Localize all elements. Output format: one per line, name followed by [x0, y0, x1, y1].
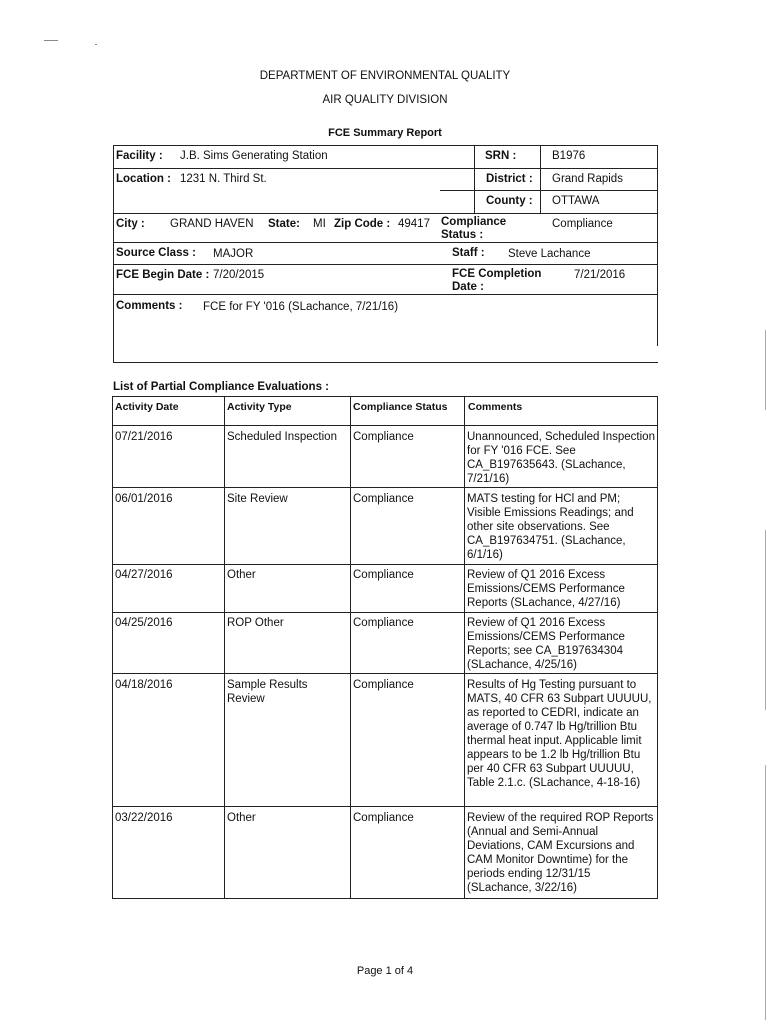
city-value: GRAND HAVEN [170, 218, 254, 230]
info-box-line [113, 242, 658, 243]
state-label: State: [268, 218, 300, 230]
info-box-line [440, 190, 658, 191]
row-comments: Review of Q1 2016 Excess Emissions/CEMS Performance Reports (SLachance, 4/27/16) [467, 569, 625, 609]
pce-table-row-divider [112, 564, 658, 565]
location-value: 1231 N. Third St. [180, 173, 267, 185]
pce-table-row-divider [112, 673, 658, 674]
pce-table-col-divider [224, 396, 225, 899]
pce-table-left [112, 396, 113, 899]
row-activity-type: Sample Results Review [227, 679, 308, 705]
zip-label: Zip Code : [334, 218, 391, 230]
source-class-label: Source Class : [116, 247, 196, 259]
zip-value: 49417 [398, 218, 430, 230]
row-comments: Review of the required ROP Reports (Annual and Semi-Annual Deviations, CAM Excursions and CAM Monitor Downtime) for the periods ending 12/31/15 (SLachance, 3/22/16) [467, 812, 654, 894]
row-compliance-status: Compliance [353, 812, 414, 824]
scan-speck [95, 44, 97, 45]
info-box-top [113, 145, 658, 146]
row-date: 04/18/2016 [115, 679, 173, 691]
compliance-status-value: Compliance [552, 218, 613, 230]
info-box-divider [540, 145, 541, 213]
city-label: City : [116, 218, 145, 230]
row-activity-type: Other [227, 812, 256, 824]
info-box-line [113, 168, 658, 169]
column-header-activity-date: Activity Date [115, 401, 179, 413]
row-date: 07/21/2016 [115, 431, 173, 443]
pce-table-header-bottom [112, 425, 658, 426]
scan-edge [765, 530, 766, 710]
row-compliance-status: Compliance [353, 431, 414, 443]
row-date: 03/22/2016 [115, 812, 173, 824]
page-number: Page 1 of 4 [356, 965, 414, 977]
srn-label: SRN : [485, 150, 517, 162]
info-box-line [113, 264, 658, 265]
row-activity-type: Scheduled Inspection [227, 431, 337, 443]
department-heading: DEPARTMENT OF ENVIRONMENTAL QUALITY [259, 70, 511, 82]
info-box-divider [474, 145, 475, 213]
district-value: Grand Rapids [552, 173, 623, 185]
pce-table-bottom [112, 898, 658, 899]
row-activity-type: Site Review [227, 493, 288, 505]
scan-edge [765, 765, 766, 1020]
row-compliance-status: Compliance [353, 617, 414, 629]
column-header-activity-type: Activity Type [227, 401, 292, 413]
row-compliance-status: Compliance [353, 679, 414, 691]
column-header-compliance-status: Compliance Status [353, 401, 448, 413]
source-class-value: MAJOR [213, 248, 254, 260]
info-box-right [657, 145, 658, 346]
location-label: Location : [116, 173, 171, 185]
pce-table-col-divider [350, 396, 351, 899]
facility-value: J.B. Sims Generating Station [180, 150, 328, 162]
row-comments: Unannounced, Scheduled Inspection for FY '016 FCE. See CA_B197635643. (SLachance, 7/21/16) [467, 431, 655, 485]
scan-edge [765, 330, 766, 410]
comments-label: Comments : [116, 300, 183, 312]
srn-value: B1976 [552, 150, 586, 162]
pce-table-row-divider [112, 806, 658, 807]
info-box-left [113, 145, 114, 363]
row-comments: MATS testing for HCl and PM; Visible Emissions Readings; and other site observations. See CA_B197634751. (SLachance, 6/1/16) [467, 493, 634, 561]
fce-completion-label: FCE Completion Date : [452, 268, 542, 293]
division-heading: AIR QUALITY DIVISION [322, 94, 448, 106]
facility-label: Facility : [116, 150, 163, 162]
fce-completion-value: 7/21/2016 [574, 269, 626, 281]
staff-label: Staff : [452, 247, 485, 259]
pce-table-row-divider [112, 487, 658, 488]
row-date: 06/01/2016 [115, 493, 173, 505]
row-compliance-status: Compliance [353, 569, 414, 581]
pce-table-right [657, 396, 658, 899]
county-label: County : [486, 195, 533, 207]
fce-begin-value: 7/20/2015 [213, 269, 265, 281]
row-compliance-status: Compliance [353, 493, 414, 505]
row-date: 04/25/2016 [115, 617, 173, 629]
compliance-status-label: Compliance Status : [441, 216, 507, 241]
pce-table-col-divider [464, 396, 465, 899]
report-title: FCE Summary Report [328, 127, 442, 139]
pce-table-row-divider [112, 612, 658, 613]
info-box-line [113, 294, 658, 295]
pce-section-title: List of Partial Compliance Evaluations : [113, 381, 329, 393]
staff-value: Steve Lachance [508, 248, 591, 260]
pce-table-top [112, 396, 658, 397]
district-label: District : [486, 173, 533, 185]
info-box-line [113, 213, 658, 214]
row-date: 04/27/2016 [115, 569, 173, 581]
comments-value: FCE for FY '016 (SLachance, 7/21/16) [203, 301, 399, 313]
row-comments: Review of Q1 2016 Excess Emissions/CEMS Performance Reports; see CA_B197634304 (SLachance, 4/25/16) [467, 617, 625, 671]
row-activity-type: Other [227, 569, 256, 581]
scan-speck [44, 40, 58, 41]
row-comments: Results of Hg Testing pursuant to MATS, 40 CFR 63 Subpart UUUUU, as reported to CEDRI, indicate an average of 0.747 lb Hg/trillion Btu thermal heat input. Applicable limit appears to be 1.2 lb Hg/trillion Btu per 40 CFR 63 Subpart UUUUU, Table 2.1.c. (SLachance, 4-18-16) [467, 679, 652, 789]
row-activity-type: ROP Other [227, 617, 284, 629]
fce-begin-label: FCE Begin Date : [116, 269, 210, 281]
info-box-bottom [113, 362, 658, 363]
state-value: MI [313, 218, 326, 230]
county-value: OTTAWA [552, 195, 600, 207]
column-header-comments: Comments [468, 401, 523, 413]
